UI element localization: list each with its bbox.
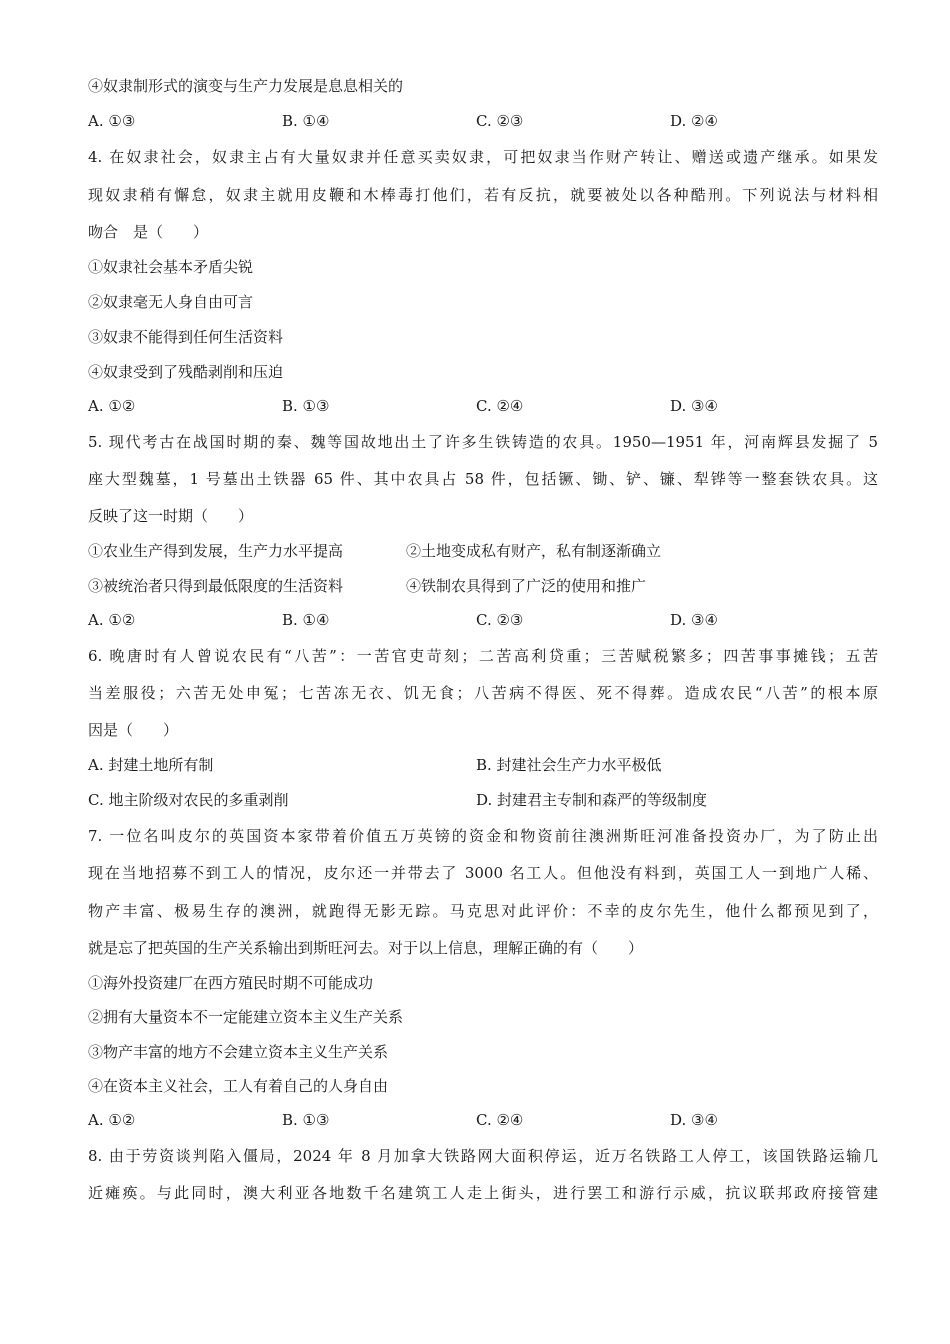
q5-statement-1: ①农业生产得到发展，生产力水平提高 — [88, 542, 344, 560]
q5-statements-row-2 — [88, 576, 878, 596]
q3-option-c: C. ②③ — [476, 112, 524, 130]
q5-statement-3: ③被统治者只得到最低限度的生活资料 — [88, 577, 344, 595]
q5-statement-2: ②土地变成私有财产，私有制逐渐确立 — [406, 542, 662, 560]
q5-option-c: C. ②③ — [476, 611, 524, 629]
q6-options-row-1 — [88, 755, 878, 775]
q3-options — [88, 111, 878, 131]
q7-statement-4: ④在资本主义社会，工人有着自己的人身自由 — [88, 1077, 389, 1095]
q7-stem-line-3: 物产丰富、极易生存的澳洲，就跑得无影无踪。马克思对此评价：不幸的皮尔先生，他什么都预见到了， — [88, 902, 878, 920]
q5-stem-line-2: 座大型魏墓，1 号墓出土铁器 65 件、其中农具占 58 件，包括镢、锄、铲、镰、犁铧等一整套铁农具。这 — [88, 470, 878, 488]
q4-option-a: A. ①② — [88, 397, 136, 415]
q4-statement-3: ③奴隶不能得到任何生活资料 — [88, 328, 284, 346]
q5-options — [88, 610, 878, 630]
q5-option-b: B. ①④ — [282, 611, 330, 629]
q5-statements-row-1 — [88, 541, 878, 561]
q8-stem-line-1: 8. 由于劳资谈判陷入僵局，2024 年 8 月加拿大铁路网大面积停运，近万名铁路工人停工，该国铁路运输几 — [88, 1147, 878, 1165]
q4-statement-4: ④奴隶受到了残酷剥削和压迫 — [88, 363, 284, 381]
q5-option-d: D. ③④ — [670, 611, 718, 629]
q4-statement-1: ①奴隶社会基本矛盾尖锐 — [88, 258, 254, 276]
q4-option-c: C. ②④ — [476, 397, 524, 415]
q3-option-a: A. ①③ — [88, 112, 136, 130]
q6-stem-line-3: 因是（ ） — [88, 721, 179, 739]
q4-options — [88, 396, 878, 416]
q4-statement-2: ②奴隶毫无人身自由可言 — [88, 293, 254, 311]
q7-option-c: C. ②④ — [476, 1111, 524, 1129]
q4-option-d: D. ③④ — [670, 397, 718, 415]
q5-stem-line-3: 反映了这一时期（ ） — [88, 507, 254, 525]
q8-stem-line-2: 近瘫痪。与此同时，澳大利亚各地数千名建筑工人走上街头，进行罢工和游行示威，抗议联邦政府接管建 — [88, 1184, 878, 1202]
q7-option-b: B. ①③ — [282, 1111, 330, 1129]
q4-stem-line-2: 现奴隶稍有懈怠，奴隶主就用皮鞭和木棒毒打他们，若有反抗，就要被处以各种酷刑。下列说法与材料相 — [88, 186, 878, 204]
q6-option-d: D. 封建君主专制和森严的等级制度 — [476, 791, 708, 809]
q3-statement-4: ④奴隶制形式的演变与生产力发展是息息相关的 — [88, 77, 404, 95]
q7-option-d: D. ③④ — [670, 1111, 718, 1129]
q7-statement-2: ②拥有大量资本不一定能建立资本主义生产关系 — [88, 1008, 404, 1026]
q7-stem-line-4: 就是忘了把英国的生产关系输出到斯旺河去。对于以上信息，理解正确的有（ ） — [88, 939, 644, 957]
q4-option-b: B. ①③ — [282, 397, 330, 415]
q6-option-c: C. 地主阶级对农民的多重剥削 — [88, 791, 289, 809]
q6-stem-line-2: 当差服役；六苦无处申冤；七苦冻无衣、饥无食；八苦病不得医、死不得葬。造成农民“八苦”的根本原 — [88, 684, 878, 702]
q7-stem-line-1: 7. 一位名叫皮尔的英国资本家带着价值五万英镑的资金和物资前往澳洲斯旺河准备投资办厂，为了防止出 — [88, 827, 878, 845]
q5-stem-line-1: 5. 现代考古在战国时期的秦、魏等国故地出土了许多生铁铸造的农具。1950—1951 年，河南辉县发掘了 5 — [88, 433, 878, 451]
q6-option-a: A. 封建土地所有制 — [88, 756, 214, 774]
q7-statement-3: ③物产丰富的地方不会建立资本主义生产关系 — [88, 1043, 389, 1061]
q4-stem-line-1: 4. 在奴隶社会，奴隶主占有大量奴隶并任意买卖奴隶，可把奴隶当作财产转让、赠送或遗产继承。如果发 — [88, 148, 878, 166]
q7-stem-line-2: 现在当地招募不到工人的情况，皮尔还一并带去了 3000 名工人。但他没有料到，英国工人一到地广人稀、 — [88, 864, 878, 882]
q3-option-d: D. ②④ — [670, 112, 718, 130]
q4-stem-line-3: 吻合 是（ ） — [88, 223, 209, 241]
q6-stem-line-1: 6. 晚唐时有人曾说农民有“八苦”：一苦官吏苛刻；二苦高利贷重；三苦赋税繁多；四苦事事摊钱；五苦 — [88, 647, 878, 665]
q3-option-b: B. ①④ — [282, 112, 330, 130]
q6-options-row-2 — [88, 790, 878, 810]
q5-option-a: A. ①② — [88, 611, 136, 629]
q7-option-a: A. ①② — [88, 1111, 136, 1129]
q5-statement-4: ④铁制农具得到了广泛的使用和推广 — [406, 577, 647, 595]
q7-statement-1: ①海外投资建厂在西方殖民时期不可能成功 — [88, 974, 374, 992]
q7-options — [88, 1110, 878, 1130]
q6-option-b: B. 封建社会生产力水平极低 — [476, 756, 662, 774]
